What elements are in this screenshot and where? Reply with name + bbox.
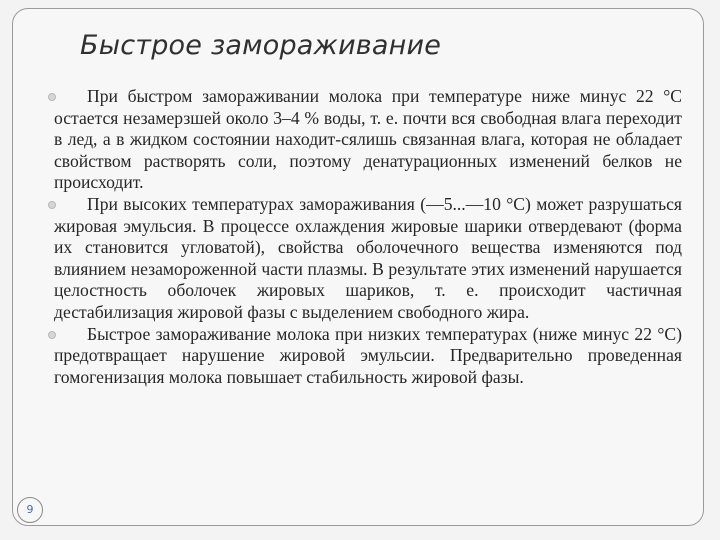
paragraph-1 bbox=[54, 86, 682, 194]
paragraph-3 bbox=[54, 324, 682, 389]
paragraph-2-text: При высоких температурах замораживания (—5...—10 °С) может разрушаться жировая эмульсия. В процессе охлаждения жировые шарики отвердевают (форма их становится угловатой), свойства оболочечного вещества изменяются под влиянием незамороженной части плазмы. В результате этих изменений нарушается целостность оболочек жировых шариков, т. е. происходит частичная дестабилизация жировой фазы с выделением свободного жира. bbox=[54, 193, 682, 322]
bullet-icon bbox=[48, 93, 56, 101]
page-number-badge: 9 bbox=[17, 497, 43, 523]
bullet-icon bbox=[48, 331, 56, 339]
paragraph-1-text: При быстром замораживании молока при температуре ниже минус 22 °С остается незамерзшей около 3–4 % воды, т. е. почти вся свободная влага переходит в лед, а в жидком состоянии находит-сялишь связанная влага, которая не обладает свойством растворять соли, поэтому денатурационных изменений белков не происходит. bbox=[54, 86, 682, 193]
paragraph-3-text: Быстрое замораживание молока при низких температурах (ниже минус 22 °С) предотвращает нарушение жировой эмульсии. Предварительно проведенная гомогенизация молока повышает стабильность жировой фазы. bbox=[54, 323, 682, 387]
slide-body bbox=[54, 86, 682, 388]
paragraph-2 bbox=[54, 194, 682, 324]
bullet-icon bbox=[48, 201, 56, 209]
slide-title: Быстрое замораживание bbox=[80, 30, 442, 61]
